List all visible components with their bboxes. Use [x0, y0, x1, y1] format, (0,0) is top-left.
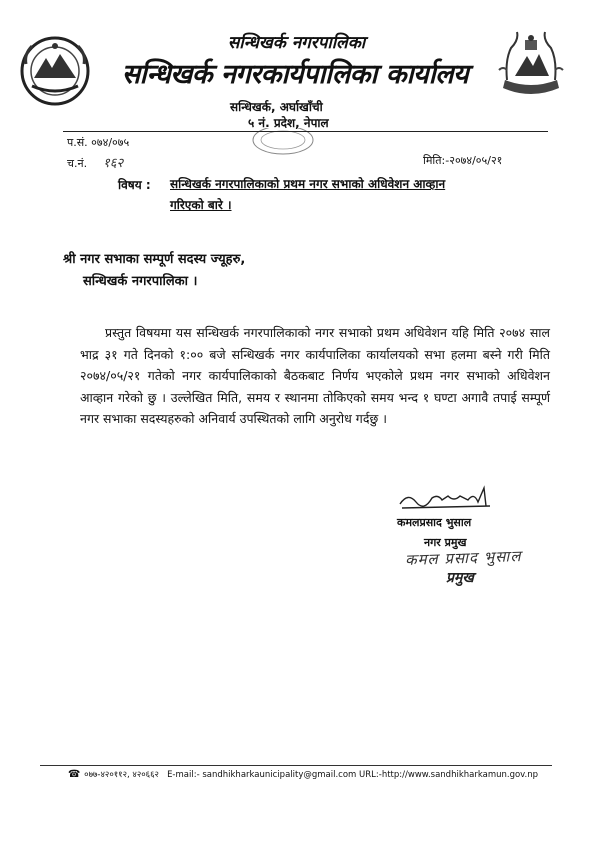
telephone-icon: ☎: [68, 769, 81, 780]
body-paragraph: प्रस्तुत विषयमा यस सन्धिखर्क नगरपालिकाको नगर सभाको प्रथम अधिवेशन यहि मिति २०७४ साल भाद्र ३१ गते दिनको १:०० बजे सन्धिखर्क नगर कार्यपालिका कार्यालयको सभा हलमा बस्ने गरी मिति २०७४/०५/२१ गतेको नगर कार्यपालिकाको बैठकबाट निर्णय भएकोले प्रथम नगर सभाको अधिवेशन आव्हान गरेको छु । उल्लेखित मिति, समय र स्थानमा तोकिएको समय भन्द १ घण्टा अगावै तपाई सम्पूर्ण नगर सभाका सदस्यहरुको अनिवार्य उपस्थितको लागि अनुरोध गर्दछु ।: [80, 325, 550, 426]
subject-label: विषय :: [118, 178, 151, 192]
signatory-title: नगर प्रमुख: [424, 536, 467, 549]
header-divider: [63, 131, 548, 132]
subject-line-2: गरिएको बारे ।: [170, 198, 232, 212]
addressee-line-1: श्री नगर सभाका सम्पूर्ण सदस्य ज्यूहरु,: [63, 252, 246, 267]
addressee-line-2: सन्धिखर्क नगरपालिका ।: [83, 274, 198, 289]
handwritten-signature: [398, 484, 498, 514]
office-title: सन्धिखर्क नगरकार्यपालिका कार्यालय: [121, 59, 469, 90]
dispatch-number-label: च.नं.: [67, 157, 88, 170]
reference-number: प.सं. ०७४/०७५: [67, 136, 130, 149]
office-seal: [248, 128, 318, 158]
footer-email: E-mail:- sandhikharkaunicipality@gmail.com: [167, 770, 357, 780]
footer-divider: [40, 765, 552, 766]
footer: [68, 769, 538, 780]
footer-url: URL:-http://www.sandhikharkamun.gov.np: [359, 770, 539, 780]
letter-date: मिति:-२०७४/०५/२१: [423, 154, 503, 167]
municipality-name: सन्धिखर्क नगरपालिका: [227, 33, 366, 53]
signatory-name: कमलप्रसाद भुसाल: [397, 516, 472, 529]
name-stamp: कमल प्रसाद भुसाल: [404, 546, 522, 570]
title-stamp: प्रमुख: [446, 570, 474, 586]
address-line-1: सन्धिखर्क, अर्घाखाँची: [230, 100, 323, 114]
address-line-2: ५ नं. प्रदेश, नेपाल: [248, 116, 329, 130]
footer-phone: ०७७-४२०११२, ४२०६६२: [84, 770, 159, 780]
subject-line-1: सन्धिखर्क नगरपालिकाको प्रथम नगर सभाको अधिवेशन आव्हान: [170, 177, 446, 191]
dispatch-number-value: १६२: [103, 156, 124, 171]
letter-body: [80, 322, 550, 430]
